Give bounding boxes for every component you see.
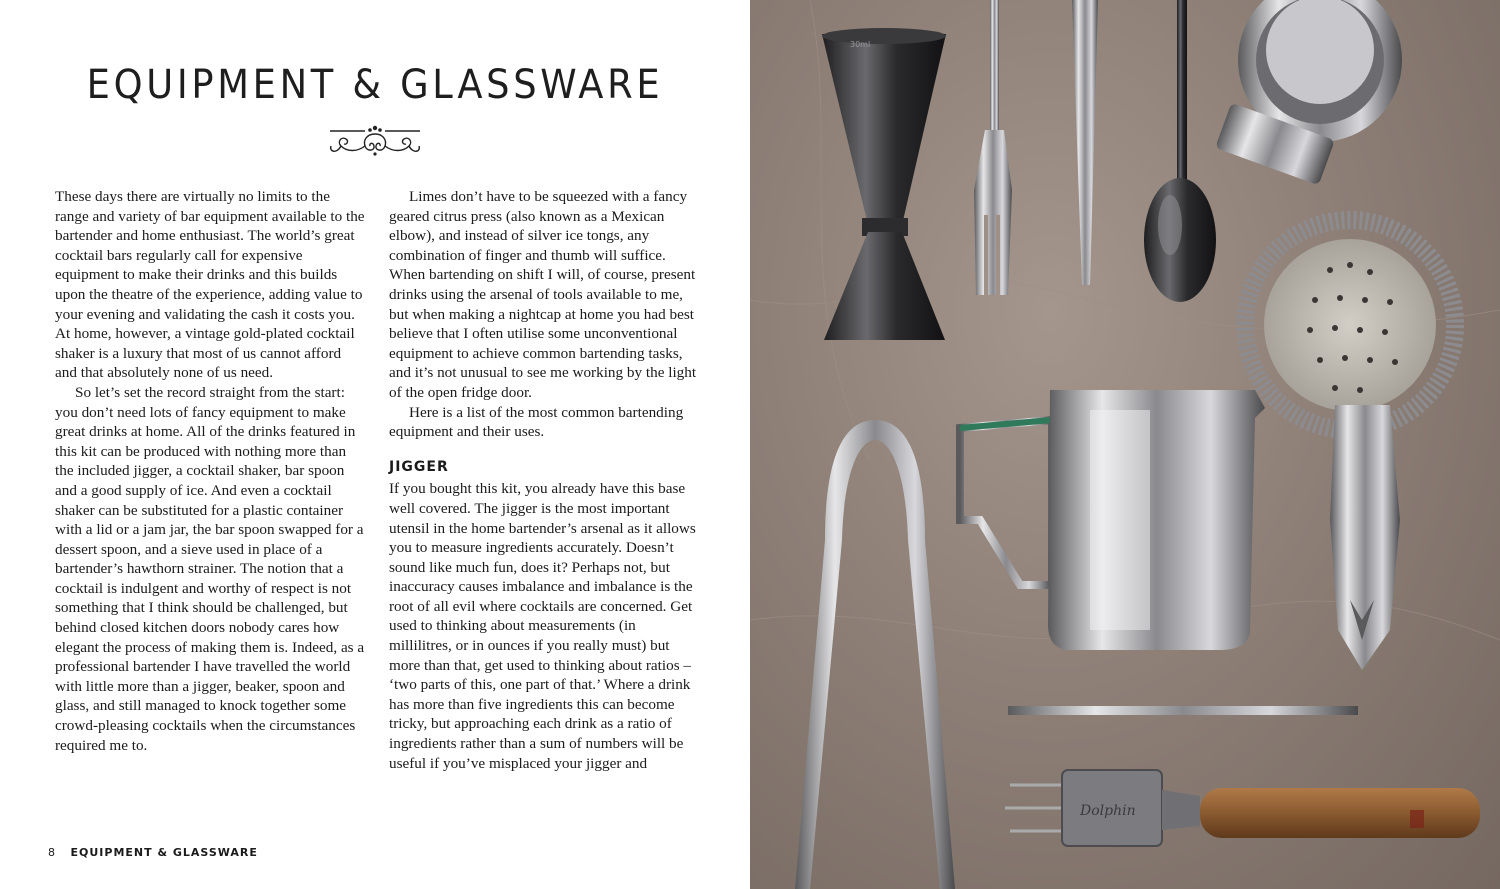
jigger-marking: 30ml bbox=[850, 40, 871, 49]
photo-canvas bbox=[750, 0, 1500, 889]
text-column-left bbox=[55, 187, 365, 755]
paragraph: Limes don’t have to be squeezed with a fancy geared citrus press (also known as a Mexican elbow), and instead of silver ice tongs, any combination of finger and thumb will suffice. When bartending on shift I will, of course, present drinks using the arsenal of tools available to me, but when making a nightcap at home you had best believe that I often utilise some unconventional equipment to achieve common bartending tasks, and it’s not unusual to see me working by the light of the open fridge door. bbox=[389, 188, 697, 401]
paragraph: So let’s set the record straight from the start: you don’t need lots of fancy equipment to make great drinks at home. All of the drinks featured in this kit can be produced with nothing more than the included jigger, a cocktail shaker, bar spoon and a good supply of ice. And even a cocktail shaker can be substituted for a plastic container with a lid or a jam jar, the bar spoon swapped for a dessert spoon, and a sieve used in place of a bartender’s hawthorn strainer. The notion that a cocktail is indulgent and worthy of respect is not something that I think should be challenged, but behind closed kitchen doors nobody cares how elegant the process of making them is. Indeed, as a professional bartender I have travelled the world with little more than a jigger, beaker, spoon and glass, and still managed to knock together some crowd-pleasing cocktails when the circumstances required me to. bbox=[55, 383, 365, 754]
paragraph: If you bought this kit, you already have this base well covered. The jigger is the most important utensil in the home bartender’s arsenal as it allows you to measure ingredients accurately. Doesn’t sound like much fun, does it? Perhaps not, but inaccuracy causes imbalance and imbalance is the root of all evil where cocktails are concerned. Get used to thinking about measurements (in millilitres, or in ounces if you really must) but more than that, get used to thinking about ratios – ‘two parts of this, one part of that.’ Where a drink has more than five ingredients this can become tricky, but approaching each drink as a ratio of ingredients rather than a sum of numbers will be useful if you’ve misplaced your jigger and bbox=[389, 480, 696, 772]
bar-spoon-icon bbox=[1144, 0, 1216, 302]
page-title: EQUIPMENT & GLASSWARE bbox=[86, 62, 664, 108]
pick-brand: Dolphin bbox=[1080, 803, 1136, 819]
tea-strainer-icon bbox=[1215, 0, 1402, 185]
running-footer bbox=[48, 846, 258, 859]
flourish-ornament-icon bbox=[325, 122, 425, 162]
tweezers-icon bbox=[1072, 0, 1098, 285]
fork-icon bbox=[974, 0, 1012, 295]
text-column-right bbox=[389, 187, 699, 773]
ice-pick-icon bbox=[1005, 770, 1480, 846]
paragraph: Here is a list of the most common bartending equipment and their uses. bbox=[389, 403, 684, 441]
footer-section-label: EQUIPMENT & GLASSWARE bbox=[70, 846, 258, 859]
section-subheading: JIGGER bbox=[389, 458, 449, 475]
paragraph: These days there are virtually no limits to the range and variety of bar equipment available to the bartender and home enthusiast. The world’s great cocktail bars regularly call for expensive equipment to make their drinks and this builds upon the theatre of the experience, adding value to your evening and validating the cash it costs you. At home, however, a vintage gold-plated cocktail shaker is a luxury that most of us cannot afford and that absolutely none of us need. bbox=[55, 188, 365, 382]
milk-jug-icon bbox=[960, 390, 1265, 650]
hawthorn-strainer-icon bbox=[1245, 220, 1455, 670]
equipment-photo bbox=[750, 0, 1500, 889]
page-number: 8 bbox=[48, 846, 56, 859]
jigger-icon bbox=[822, 28, 946, 340]
ice-tongs-icon bbox=[795, 420, 955, 889]
straw-icon bbox=[1008, 706, 1358, 715]
